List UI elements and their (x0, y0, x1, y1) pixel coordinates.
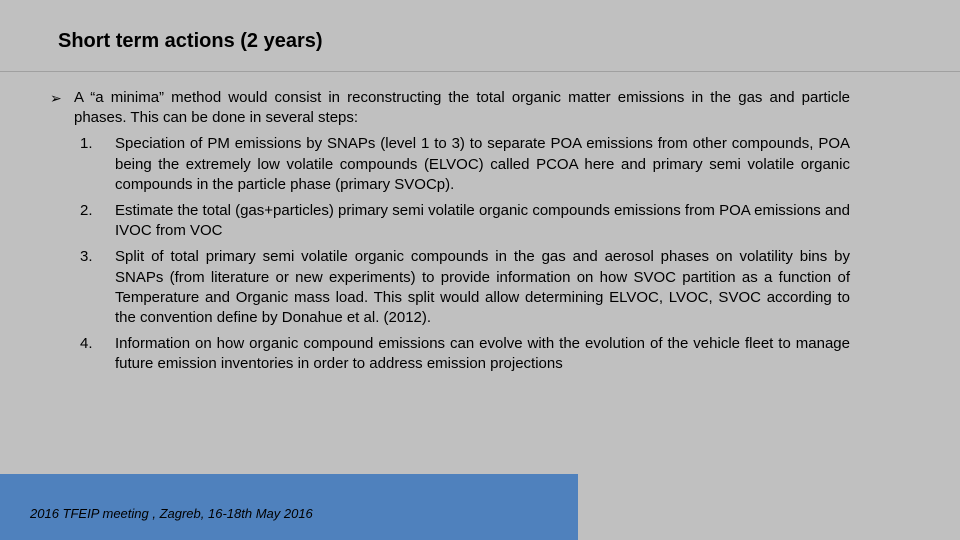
step-text: Estimate the total (gas+particles) primary semi volatile organic compounds emissions from POA emissions and IVOC from VOC (115, 202, 850, 240)
title-divider (0, 71, 960, 72)
footer-bar (0, 474, 578, 540)
step-number: 4. (80, 335, 93, 353)
step-number: 3. (80, 248, 93, 266)
step-number: 1. (80, 135, 93, 153)
list-item (80, 334, 850, 374)
main-bullet (50, 88, 850, 128)
slide-title: Short term actions (2 years) (58, 30, 323, 52)
list-item (80, 201, 850, 241)
arrow-bullet-icon: ➢ (50, 90, 62, 106)
step-number: 2. (80, 202, 93, 220)
main-bullet-text: A “a minima” method would consist in reconstructing the total organic matter emissions in the gas and particle phases. This can be done in several steps: (74, 89, 850, 127)
step-text: Information on how organic compound emissions can evolve with the evolution of the vehicle fleet to manage future emission inventories in order to address emission projections (115, 335, 850, 373)
step-text: Split of total primary semi volatile organic compounds in the gas and aerosol phases on volatility bins by SNAPs (from literature or new experiments) to provide information on how SVOC partition as a function of Temperature and Organic mass load. This split would allow determining ELVOC, LVOC, SVOC according to the convention define by Donahue et al. (2012). (115, 248, 850, 327)
list-item (80, 134, 850, 195)
list-item (80, 247, 850, 328)
step-text: Speciation of PM emissions by SNAPs (level 1 to 3) to separate POA emissions from other compounds, POA being the extremely low volatile compounds (ELVOC) called PCOA here and primary semi volatile organic compounds in the particle phase (primary SVOCp). (115, 135, 850, 193)
slide-content (50, 88, 850, 381)
steps-list (50, 134, 850, 374)
footer-text: 2016 TFEIP meeting , Zagreb, 16-18th May 2016 (30, 506, 313, 521)
